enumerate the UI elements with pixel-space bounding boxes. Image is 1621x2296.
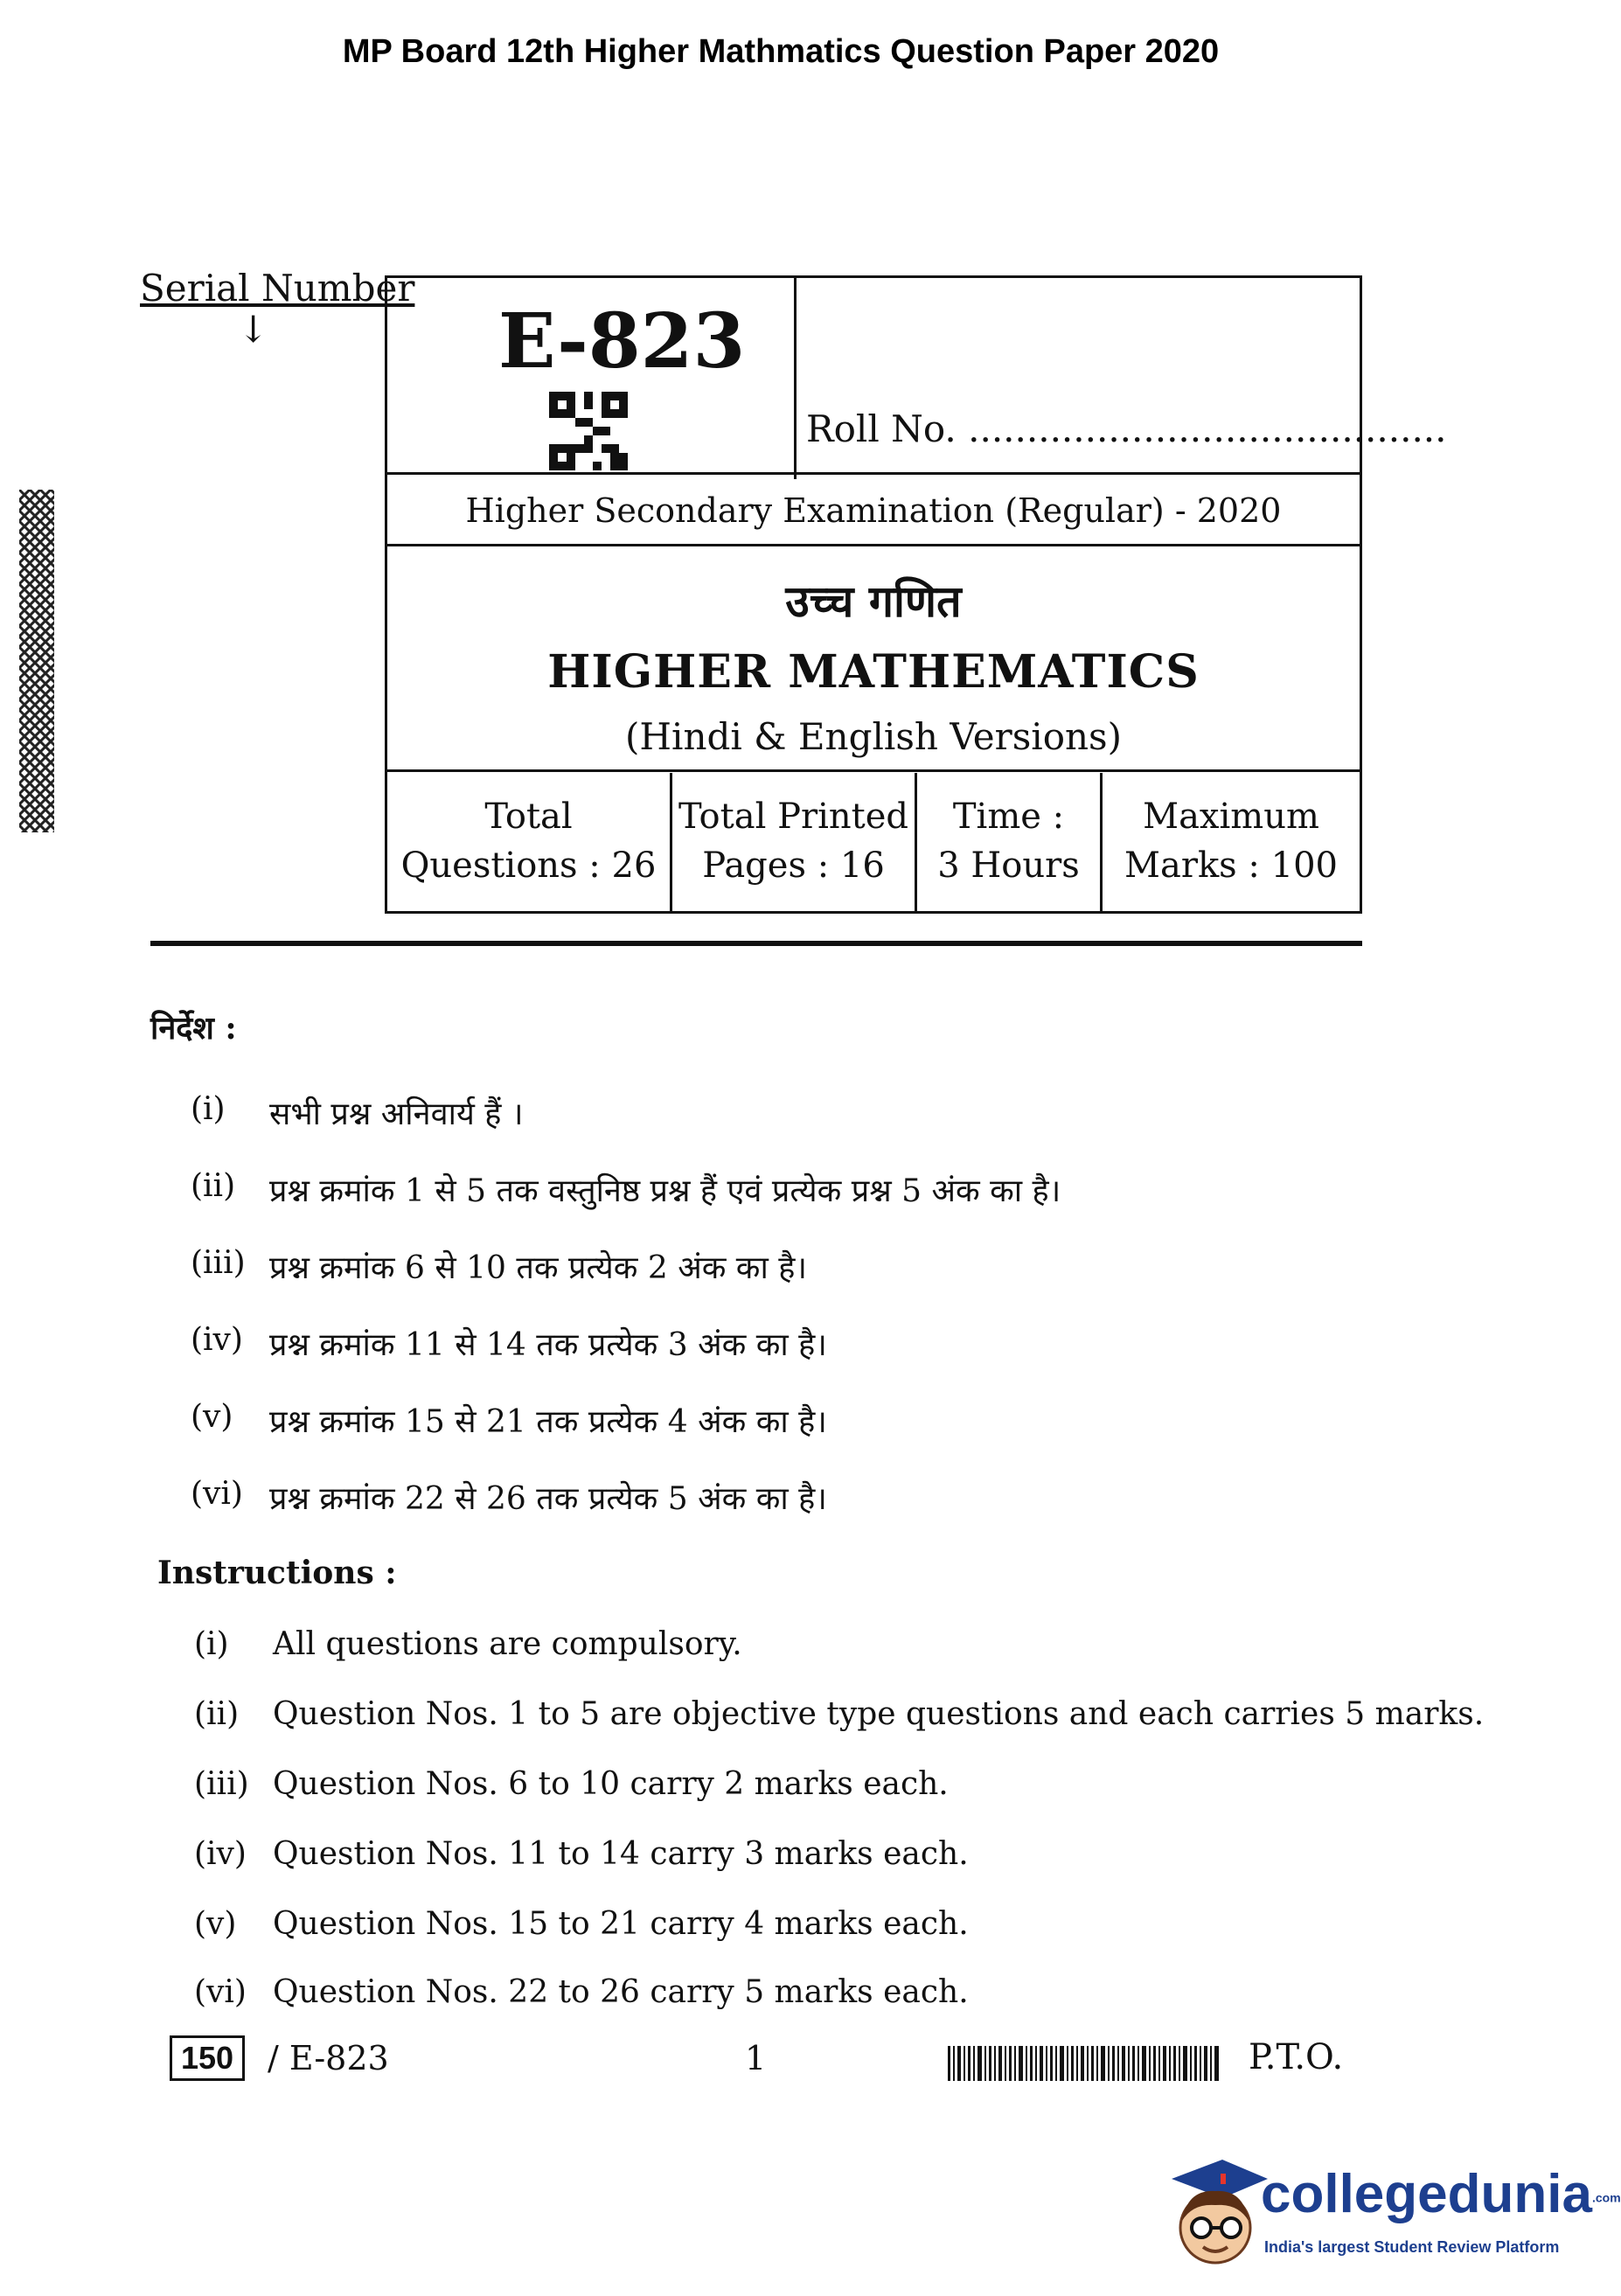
document-title: MP Board 12th Higher Mathmatics Question Paper 2020 bbox=[342, 33, 1220, 70]
brand-tagline: India's largest Student Review Platform bbox=[1264, 2238, 1560, 2256]
subject-title: HIGHER MATHEMATICS bbox=[547, 645, 1200, 699]
brand-name: collegedunia bbox=[1261, 2164, 1592, 2224]
stat-value: Questions : 26 bbox=[400, 845, 657, 886]
section-divider bbox=[150, 941, 1362, 946]
header-rule bbox=[385, 544, 1362, 546]
stat-label: Total Printed bbox=[678, 797, 909, 837]
stat-label: Maximum bbox=[1143, 797, 1319, 837]
barcode-icon bbox=[948, 2046, 1219, 2081]
stat-value: 3 Hours bbox=[937, 845, 1080, 886]
header-rule bbox=[385, 472, 1362, 475]
header-divider bbox=[794, 278, 797, 479]
serial-number-label: Serial Number bbox=[140, 267, 415, 310]
stat-max-marks bbox=[1103, 773, 1360, 911]
versions-label: (Hindi & English Versions) bbox=[625, 715, 1122, 758]
stat-total-questions bbox=[387, 773, 672, 911]
security-strip-pattern bbox=[19, 490, 54, 832]
roll-number-field: Roll No. ......................................... bbox=[806, 407, 1447, 450]
collegedunia-logo bbox=[1152, 2147, 1621, 2287]
instructions-heading: Instructions : bbox=[157, 1555, 397, 1591]
stat-total-pages bbox=[672, 773, 917, 911]
hindi-instructions-heading: निर्देश : bbox=[150, 1010, 237, 1047]
serial-arrow: ↓ bbox=[238, 308, 269, 351]
qr-code-icon bbox=[549, 390, 628, 472]
stat-label: Time : bbox=[952, 797, 1065, 837]
header-rule bbox=[385, 769, 1362, 772]
mascot-icon bbox=[1152, 2147, 1275, 2279]
footer-paper-code: / E-823 bbox=[268, 2039, 389, 2077]
stat-time bbox=[917, 773, 1103, 911]
stat-value: Marks : 100 bbox=[1124, 845, 1338, 886]
stat-value: Pages : 16 bbox=[702, 845, 885, 886]
total-marks-box: 150 bbox=[170, 2035, 245, 2081]
stat-label: Total bbox=[484, 797, 573, 837]
page-number: 1 bbox=[745, 2039, 767, 2077]
brand-suffix: .com bbox=[1591, 2190, 1621, 2205]
paper-code: E-823 bbox=[498, 297, 746, 386]
subject-hindi: उच्च गणित bbox=[785, 575, 962, 627]
please-turn-over: P.T.O. bbox=[1249, 2037, 1344, 2077]
exam-name: Higher Secondary Examination (Regular) - 2020 bbox=[465, 491, 1282, 530]
